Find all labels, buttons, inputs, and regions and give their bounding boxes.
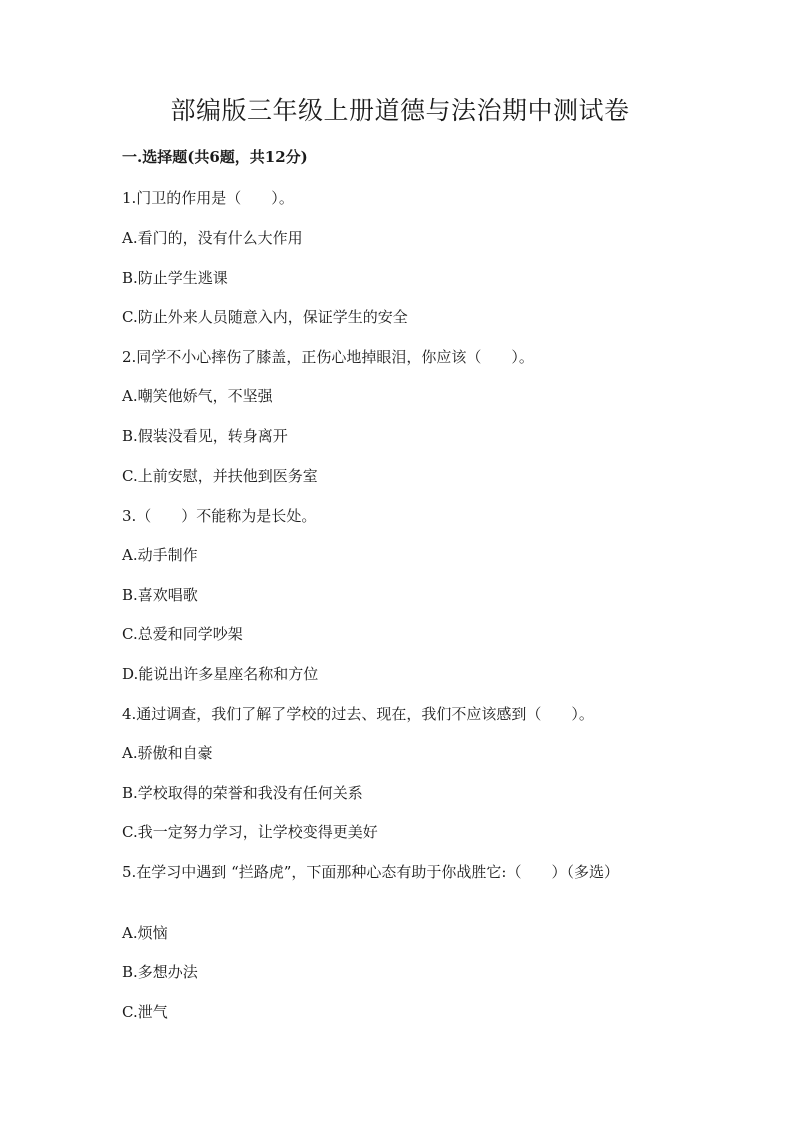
question-4-option-c: C.我一定努力学习，让学校变得更美好 — [122, 823, 378, 841]
question-3-stem: 3.（ ）不能称为是长处。 — [122, 507, 317, 525]
question-5-option-b: B.多想办法 — [122, 963, 198, 981]
question-2-stem: 2.同学不小心摔伤了膝盖，正伤心地掉眼泪，你应该（ ）。 — [122, 348, 534, 366]
question-5-stem: 5.在学习中遇到 “拦路虎”，下面那种心态有助于你战胜它:（ ）（多选） — [122, 863, 619, 881]
question-5-option-c: C.泄气 — [122, 1003, 168, 1021]
question-3-option-d: D.能说出许多星座名称和方位 — [122, 665, 319, 683]
section-heading: 一.选择题(共6题，共12分) — [122, 148, 308, 166]
question-1-stem: 1.门卫的作用是（ ）。 — [122, 189, 294, 207]
page-title: 部编版三年级上册道德与法治期中测试卷 — [170, 96, 630, 125]
question-3-option-b: B.喜欢唱歌 — [122, 586, 198, 604]
question-4-option-a: A.骄傲和自豪 — [122, 744, 213, 762]
question-1-option-c: C.防止外来人员随意入内，保证学生的安全 — [122, 308, 408, 326]
question-1-option-a: A.看门的，没有什么大作用 — [122, 229, 303, 247]
question-2-option-c: C.上前安慰，并扶他到医务室 — [122, 467, 318, 485]
question-2-option-b: B.假装没看见，转身离开 — [122, 427, 288, 445]
question-3-option-a: A.动手制作 — [122, 546, 198, 564]
question-4-option-b: B.学校取得的荣誉和我没有任何关系 — [122, 784, 363, 802]
question-1-option-b: B.防止学生逃课 — [122, 269, 228, 287]
question-3-option-c: C.总爱和同学吵架 — [122, 625, 243, 643]
question-4-stem: 4.通过调查，我们了解了学校的过去、现在，我们不应该感到（ ）。 — [122, 705, 594, 723]
question-5-option-a: A.烦恼 — [122, 924, 168, 942]
question-2-option-a: A.嘲笑他娇气，不坚强 — [122, 387, 273, 405]
